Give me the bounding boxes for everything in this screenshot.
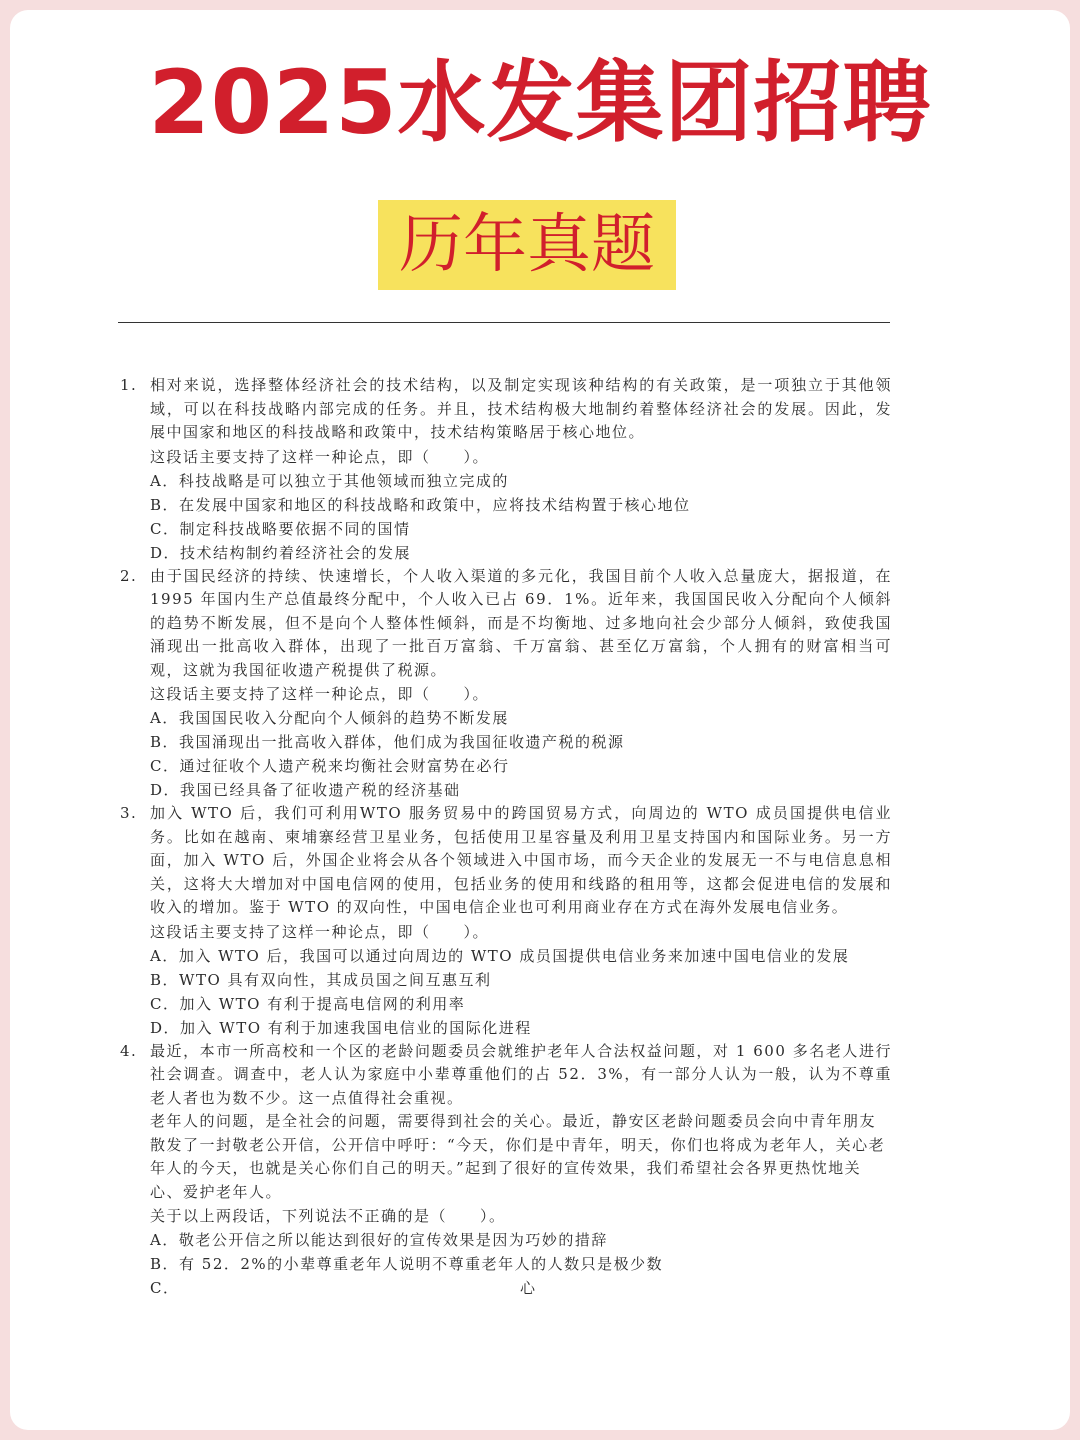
option-a: A．加入 WTO 后，我国可以通过向周边的 WTO 成员国提供电信业务来加速中国电信业的发展 (150, 946, 850, 965)
page-title: 2025水发集团招聘 (148, 51, 932, 154)
option-d: D．加入 WTO 有利于加速我国电信业的国际化进程 (150, 1018, 532, 1037)
question-stem: 这段话主要支持了这样一种论点，即（ ）。 (150, 685, 490, 703)
option-c: C．制定科技战略要依据不同的国情 (150, 519, 411, 538)
option-a: A．敬老公开信之所以能达到很好的宣传效果是因为巧妙的措辞 (150, 1231, 608, 1249)
option-a: A．科技战略是可以独立于其他领域而独立完成的 (150, 471, 509, 490)
question-passage-2: 老年人的问题，是全社会的问题，需要得到社会的关心。最近，静安区老龄问题委员会向中青年朋友散发了一封敬老公开信，公开信中呼吁：“今天，你们是中青年，明天，你们也将成为老年人，关心老年人的今天，也就是关心你们自己的明天。”起到了很好的宣传效果，我们希望社会各界更热忱地关心、爱护老年人。 (150, 1112, 886, 1201)
option-b: B．WTO 具有双向性，其成员国之间互惠互利 (150, 970, 492, 989)
divider (118, 322, 890, 323)
question-stem: 关于以上两段话，下列说法不正确的是（ ）。 (150, 1207, 506, 1225)
option-c: C．加入 WTO 有利于提高电信网的利用率 (150, 994, 466, 1013)
question-2 (120, 565, 892, 803)
question-number: 1. (120, 376, 138, 394)
option-b: B．有 52．2%的小辈尊重老年人说明不尊重老年人的人数只是极少数 (150, 1255, 664, 1273)
page-subtitle: 历年真题 (378, 200, 676, 290)
option-d: D．我国已经具备了征收遗产税的经济基础 (150, 781, 461, 799)
option-a: A．我国国民收入分配向个人倾斜的趋势不断发展 (150, 709, 509, 727)
question-passage: 3. 加入 WTO 后，我们可利用WTO 服务贸易中的跨国贸易方式，向周边的 WTO 成员国提供电信业务。比如在越南、柬埔寨经营卫星业务，包括使用卫星容量及利用卫星支持国内和国际业务。另一方面，加入 WTO 后，外国企业将会从各个领域进入中国市场，而今天企业的发展无一不与电信息息相关，这将大大增加对中国电信网的使用，包括业务的使用和线路的租用等，这都会促进电信的发展和收入的增加。鉴于 WTO 的双向性，中国电信企业也可利用商业存在方式在海外发展电信业务。 (120, 804, 892, 916)
question-passage: 4. 最近，本市一所高校和一个区的老龄问题委员会就维护老年人合法权益问题，对 1 600 多名老人进行社会调查。调查中，老人认为家庭中小辈尊重他们的占 52．3%，有一部分人认为一般，认为不尊重老人者也为数不少。这一点值得社会重视。 (120, 1041, 892, 1107)
question-number: 3. (120, 804, 138, 822)
question-number: 2. (120, 566, 138, 585)
question-number: 4. (120, 1041, 138, 1060)
option-c: C． 心 (120, 1276, 892, 1300)
option-b: B．在发展中国家和地区的科技战略和政策中，应将技术结构置于核心地位 (150, 495, 691, 514)
question-4 (120, 1040, 892, 1301)
option-b: B．我国涌现出一批高收入群体，他们成为我国征收遗产税的税源 (150, 733, 625, 751)
question-3 (120, 802, 892, 1040)
exam-document (120, 374, 892, 1300)
question-1 (120, 374, 892, 565)
option-c: C．通过征收个人遗产税来均衡社会财富势在必行 (150, 757, 510, 775)
option-d: D．技术结构制约着经济社会的发展 (150, 543, 412, 562)
question-stem: 这段话主要支持了这样一种论点，即（ ）。 (150, 922, 490, 941)
question-stem: 这段话主要支持了这样一种论点，即（ ）。 (150, 447, 490, 466)
question-passage: 2. 由于国民经济的持续、快速增长，个人收入渠道的多元化，我国目前个人收入总量庞大，据报道，在 1995 年国内生产总值最终分配中，个人收入已占 69．1%。近年来，我国国民收入分配向个人倾斜的趋势不断发展，但不是向个人整体性倾斜，而是不均衡地、过多地向社会少部分人倾斜，致使我国涌现出一批高收入群体，出现了一批百万富翁、千万富翁、甚至亿万富翁，个人拥有的财富相当可观，这就为我国征收遗产税提供了税源。 (120, 566, 892, 679)
question-passage: 1. 相对来说，选择整体经济社会的技术结构，以及制定实现该种结构的有关政策，是一项独立于其他领域，可以在科技战略内部完成的任务。并且，技术结构极大地制约着整体经济社会的发展。因此，发展中国家和地区的科技战略和政策中，技术结构策略居于核心地位。 (120, 376, 892, 441)
cutoff-fragment: 心 (520, 1279, 537, 1297)
